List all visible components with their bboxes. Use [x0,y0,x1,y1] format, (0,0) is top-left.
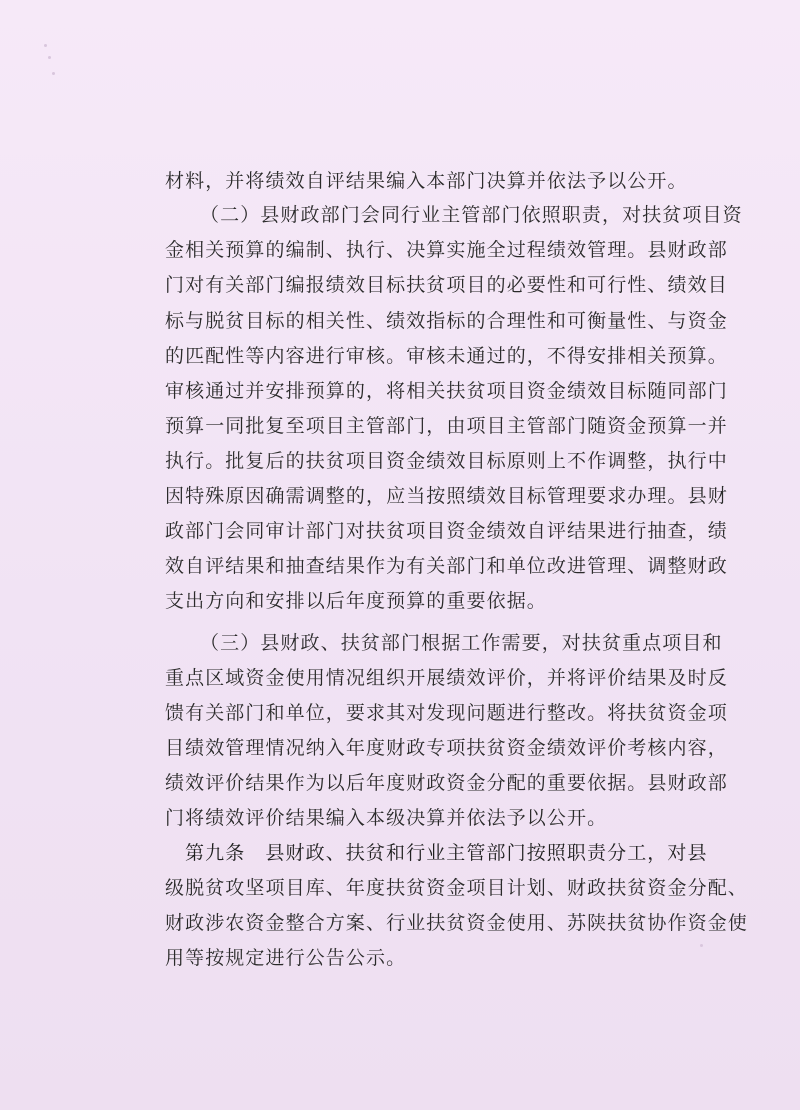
text-line: 效自评结果和抽查结果作为有关部门和单位改进管理、调整财政 [165,555,728,577]
scan-speck [700,944,703,947]
text-line: 因特殊原因确需调整的，应当按照绩效目标管理要求办理。县财 [165,485,728,507]
article-heading-line: 第九条 县财政、扶贫和行业主管部门按照职责分工，对县 [185,842,708,864]
text-line: 材料，并将绩效自评结果编入本部门决算并依法予以公开。 [165,170,688,192]
scan-speck [48,56,51,59]
text-line: （二）县财政部门会同行业主管部门依照职责，对扶贫项目资 [200,204,743,226]
text-line: 金相关预算的编制、执行、决算实施全过程绩效管理。县财政部 [165,239,728,261]
text-line: 绩效评价结果作为以后年度财政资金分配的重要依据。县财政部 [165,772,728,794]
text-line: 标与脱贫目标的相关性、绩效指标的合理性和可衡量性、与资金 [165,310,728,332]
text-line: 目绩效管理情况纳入年度财政专项扶贫资金绩效评价考核内容， [165,737,728,759]
text-line: 用等按规定进行公告公示。 [165,947,407,969]
text-line: 馈有关部门和单位，要求其对发现问题进行整改。将扶贫资金项 [165,702,728,724]
text-line: 审核通过并安排预算的，将相关扶贫项目资金绩效目标随同部门 [165,380,728,402]
text-line: 财政涉农资金整合方案、行业扶贫资金使用、苏陕扶贫协作资金使 [165,912,748,934]
text-line: 支出方向和安排以后年度预算的重要依据。 [165,590,547,612]
scan-speck [52,72,55,75]
text-line: 执行。批复后的扶贫项目资金绩效目标原则上不作调整，执行中 [165,450,728,472]
scan-speck [44,44,47,47]
text-line: 重点区域资金使用情况组织开展绩效评价，并将评价结果及时反 [165,667,728,689]
text-line: 门对有关部门编报绩效目标扶贫项目的必要性和可行性、绩效目 [165,274,728,296]
text-line: 级脱贫攻坚项目库、年度扶贫资金项目计划、财政扶贫资金分配、 [165,877,748,899]
text-line: （三）县财政、扶贫部门根据工作需要，对扶贫重点项目和 [200,632,723,654]
text-line: 预算一同批复至项目主管部门，由项目主管部门随资金预算一并 [165,415,728,437]
text-line: 政部门会同审计部门对扶贫项目资金绩效自评结果进行抽查，绩 [165,520,728,542]
text-line: 的匹配性等内容进行审核。审核未通过的，不得安排相关预算。 [165,345,728,367]
text-line: 门将绩效评价结果编入本级决算并依法予以公开。 [165,807,608,829]
